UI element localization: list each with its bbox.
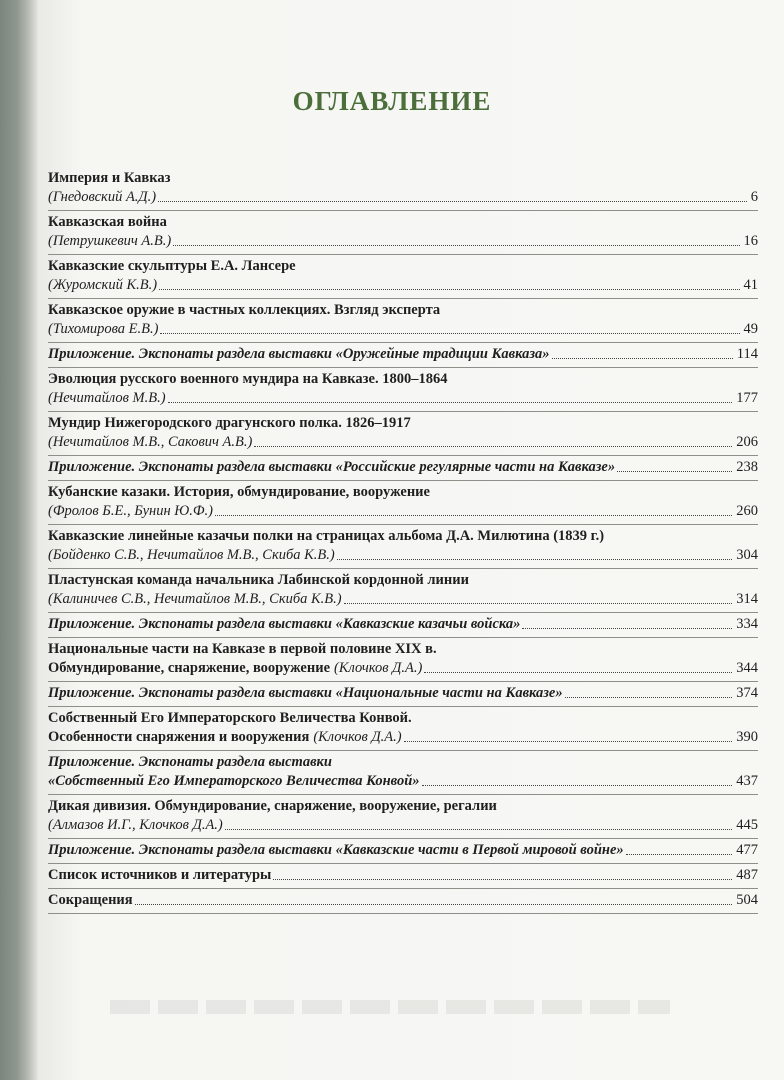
entry-author: (Журомский К.В.)	[48, 277, 158, 293]
entry-title: Приложение. Экспонаты раздела выставки «Российские регулярные части на Кавказе»	[48, 459, 616, 475]
toc-entry[interactable]	[48, 166, 758, 211]
entry-title: Сокращения	[48, 892, 133, 908]
entry-author: (Калиничев С.В., Нечитайлов М.В., Скиба К.В.)	[48, 591, 342, 607]
entry-row	[48, 772, 758, 791]
toc-entry[interactable]	[48, 864, 758, 889]
dot-leader	[422, 785, 733, 786]
toc-entry[interactable]	[48, 638, 758, 682]
entry-author: (Бойденко С.В., Нечитайлов М.В., Скиба К.В.)	[48, 547, 335, 563]
toc-entry[interactable]	[48, 211, 758, 255]
entry-title: Кавказские линейные казачьи полки на страницах альбома Д.А. Милютина (1839 г.)	[48, 528, 605, 544]
entry-title: Дикая дивизия. Обмундирование, снаряжение, вооружение, регалии	[48, 798, 497, 814]
page-number: 238	[736, 459, 758, 475]
entry-row	[48, 659, 758, 678]
entry-row	[48, 615, 758, 634]
entry-title: Пластунская команда начальника Лабинской кордонной линии	[48, 572, 469, 588]
entry-author: (Нечитайлов М.В., Сакович А.В.)	[48, 434, 253, 450]
entry-title: Собственный Его Императорского Величества Конвой.	[48, 710, 412, 726]
dot-leader	[159, 289, 739, 290]
dot-leader	[522, 628, 732, 629]
page-number: 477	[736, 842, 758, 858]
entry-title-continued: «Собственный Его Императорского Величества Конвой»	[48, 773, 420, 789]
entry-title: Приложение. Экспонаты раздела выставки «Кавказские части в Первой мировой войне»	[48, 842, 624, 858]
page-number: 390	[736, 729, 758, 745]
toc-entry[interactable]	[48, 569, 758, 613]
page-number: 344	[736, 660, 758, 676]
entry-title: Приложение. Экспонаты раздела выставки «Национальные части на Кавказе»	[48, 685, 563, 701]
dot-leader	[254, 446, 732, 447]
entry-row	[48, 728, 758, 747]
dot-leader	[344, 603, 733, 604]
toc-entry[interactable]	[48, 255, 758, 299]
entry-row	[48, 320, 758, 339]
dot-leader	[552, 358, 733, 359]
page-number: 314	[736, 591, 758, 607]
dot-leader	[273, 879, 732, 880]
entry-author: (Нечитайлов М.В.)	[48, 390, 166, 406]
dot-leader	[173, 245, 739, 246]
entry-row	[48, 816, 758, 835]
entry-author: (Клочков Д.А.)	[334, 660, 423, 676]
entry-row	[48, 458, 758, 477]
entry-title-continued: Особенности снаряжения и вооружения	[48, 729, 310, 745]
dot-leader	[168, 402, 733, 403]
entry-title: Приложение. Экспонаты раздела выставки	[48, 754, 332, 770]
page-number: 16	[743, 233, 758, 249]
toc-entry[interactable]	[48, 889, 758, 914]
entry-row	[48, 188, 758, 207]
page-number: 177	[736, 390, 758, 406]
page-number: 304	[736, 547, 758, 563]
page-number: 49	[743, 321, 758, 337]
entry-title: Кавказское оружие в частных коллекциях. Взгляд эксперта	[48, 302, 441, 318]
dot-leader	[215, 515, 732, 516]
dot-leader	[160, 333, 739, 334]
entry-title: Приложение. Экспонаты раздела выставки «Кавказские казачьи войска»	[48, 616, 521, 632]
entry-row	[48, 866, 758, 885]
dot-leader	[158, 201, 747, 202]
page-number: 260	[736, 503, 758, 519]
entry-title: Эволюция русского военного мундира на Кавказе. 1800–1864	[48, 371, 448, 387]
book-spine-shadow	[0, 0, 38, 1080]
entry-title: Мундир Нижегородского драгунского полка. 1826–1917	[48, 415, 411, 431]
entry-author: (Тихомирова Е.В.)	[48, 321, 159, 337]
toc-entry[interactable]	[48, 795, 758, 839]
toc-entry[interactable]	[48, 481, 758, 525]
toc-entry-appendix[interactable]	[48, 456, 758, 481]
entry-row	[48, 389, 758, 408]
toc-entry[interactable]	[48, 412, 758, 456]
toc-entry-appendix[interactable]	[48, 613, 758, 638]
entry-title: Приложение. Экспонаты раздела выставки «Оружейные традиции Кавказа»	[48, 346, 550, 362]
dot-leader	[424, 672, 732, 673]
dot-leader	[225, 829, 732, 830]
entry-row	[48, 232, 758, 251]
page-number: 437	[736, 773, 758, 789]
page-number: 114	[736, 346, 758, 362]
toc-entry-appendix[interactable]	[48, 343, 758, 368]
entry-author: (Гнедовский А.Д.)	[48, 189, 157, 205]
entry-title-continued: Обмундирование, снаряжение, вооружение	[48, 660, 331, 676]
dot-leader	[626, 854, 733, 855]
toc-entry-appendix[interactable]	[48, 682, 758, 707]
page-number: 334	[736, 616, 758, 632]
entry-title: Кавказские скульптуры Е.А. Лансере	[48, 258, 296, 274]
entry-title: Кубанские казаки. История, обмундирование, вооружение	[48, 484, 430, 500]
page-title: ОГЛАВЛЕНИЕ	[292, 86, 492, 116]
toc-entry[interactable]	[48, 299, 758, 343]
page-number: 41	[743, 277, 758, 293]
entry-row	[48, 891, 758, 910]
entry-author: (Алмазов И.Г., Клочков Д.А.)	[48, 817, 223, 833]
entry-title: Национальные части на Кавказе в первой половине XIX в.	[48, 641, 437, 657]
entry-row	[48, 590, 758, 609]
dot-leader	[135, 904, 733, 905]
dot-leader	[617, 471, 732, 472]
table-of-contents	[48, 166, 758, 914]
entry-row	[48, 433, 758, 452]
entry-row	[48, 684, 758, 703]
entry-row	[48, 841, 758, 860]
page-number: 487	[736, 867, 758, 883]
toc-entry-appendix[interactable]	[48, 839, 758, 864]
page-number: 206	[736, 434, 758, 450]
dot-leader	[337, 559, 733, 560]
entry-title: Империя и Кавказ	[48, 170, 171, 186]
dot-leader	[565, 697, 733, 698]
entry-row	[48, 546, 758, 565]
page-number: 374	[736, 685, 758, 701]
entry-title: Список источников и литературы	[48, 867, 272, 883]
toc-entry-appendix[interactable]	[48, 751, 758, 795]
page-number: 504	[736, 892, 758, 908]
entry-author: (Фролов Б.Е., Бунин Ю.Ф.)	[48, 503, 213, 519]
page-number: 445	[736, 817, 758, 833]
toc-entry[interactable]	[48, 368, 758, 412]
toc-entry[interactable]	[48, 525, 758, 569]
dot-leader	[404, 741, 733, 742]
entry-author: (Петрушкевич А.В.)	[48, 233, 172, 249]
page-number: 6	[750, 189, 758, 205]
entry-author: (Клочков Д.А.)	[313, 729, 402, 745]
entry-title: Кавказская война	[48, 214, 167, 230]
show-through-text	[110, 1000, 670, 1014]
entry-row	[48, 502, 758, 521]
entry-row	[48, 345, 758, 364]
toc-entry[interactable]	[48, 707, 758, 751]
entry-row	[48, 276, 758, 295]
